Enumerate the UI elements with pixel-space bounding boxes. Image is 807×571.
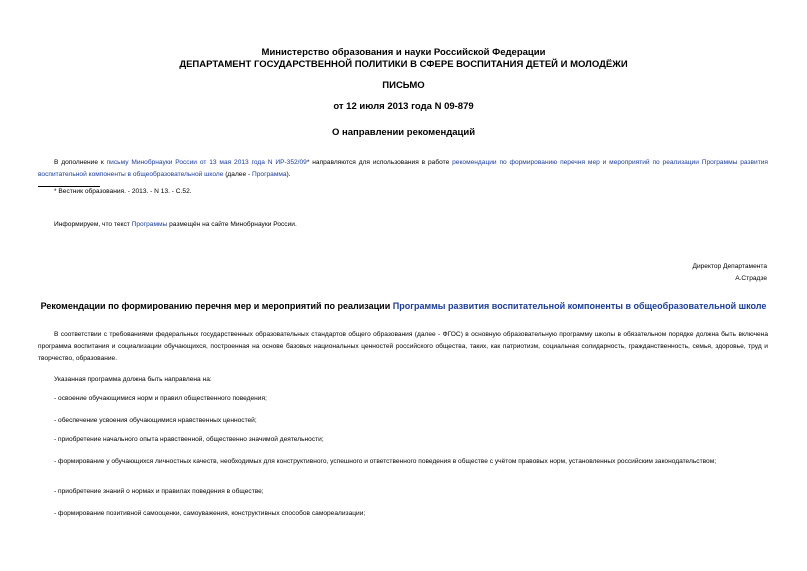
inform-text-1: Информируем, что текст	[54, 221, 132, 228]
department-title: ДЕПАРТАМЕНТ ГОСУДАРСТВЕННОЙ ПОЛИТИКИ В СФЕРЕ ВОСПИТАНИЯ ДЕТЕЙ И МОЛОДЁЖИ	[179, 59, 628, 70]
list-item: - приобретение начального опыта нравственной, общественно значимой деятельности;	[54, 436, 324, 443]
list-item: - формирование позитивной самооценки, самоуважения, конструктивных способов самореализации;	[54, 510, 366, 517]
list-item: - формирование у обучающихся личностных качеств, необходимых для конструктивного, успешного и ответственного поведения в обществе с учётом правовых норм, установленных российским законодательством;	[54, 458, 717, 465]
intro-paragraph	[38, 157, 768, 181]
intro-text-2: * направляются для использования в работе	[306, 159, 453, 166]
list-item: - обеспечение усвоения обучающимися нравственных ценностей;	[54, 417, 257, 424]
signature-position: Директор Департамента	[692, 263, 767, 270]
signature-name: А.Страдзе	[735, 275, 767, 282]
document-type: ПИСЬМО	[382, 80, 425, 91]
program-lead: Указанная программа должна быть направлена на:	[54, 376, 212, 383]
inform-paragraph	[38, 219, 768, 231]
ministry-title: Министерство образования и науки Российской Федерации	[261, 47, 546, 58]
letter-link[interactable]: письму Минобрнауки России от 13 мая 2013 года N ИР-352/09	[106, 159, 307, 166]
recommendations-body: В соответствии с требованиями федеральных государственных образовательных стандартов общего образования (далее - ФГОС) в основную образовательную программу школы в обязательном порядке должна быть включена программа воспитания и социализации обучающихся, построенная на основе базовых национальных ценностей российского общества, таких, как патриотизм, социальная солидарность, гражданственность, семья, здоровье, труд и творчество, образование.	[38, 331, 768, 362]
program-link[interactable]: Программа	[252, 171, 287, 178]
inform-text-2: размещён на сайте Минобрнауки России.	[167, 221, 297, 228]
program-text-link[interactable]: Программы	[131, 221, 168, 228]
recommendations-link[interactable]: рекомендации по формированию перечня мер и мероприятий по реализации Программы развития воспитательной компоненты в общеобразовательной школе	[38, 159, 768, 178]
intro-text-4: ).	[286, 171, 291, 178]
intro-text-3: (далее -	[223, 171, 252, 178]
list-item: - приобретение знаний о нормах и правилах поведения в обществе;	[54, 488, 264, 495]
intro-text-1: В дополнение к	[54, 159, 107, 166]
document-subject: О направлении рекомендаций	[331, 127, 476, 138]
document-date-number: от 12 июля 2013 года N 09-879	[333, 101, 474, 112]
recommendations-title	[0, 301, 807, 311]
footnote: * Вестник образования. - 2013. - N 13. - С.52.	[54, 188, 192, 195]
list-item: - освоение обучающимися норм и правил общественного поведения;	[54, 395, 267, 402]
recommendations-title-text: Рекомендации по формированию перечня мер и мероприятий по реализации	[40, 301, 393, 311]
program-title-link[interactable]: Программы развития воспитательной компоненты в общеобразовательной школе	[392, 301, 767, 311]
